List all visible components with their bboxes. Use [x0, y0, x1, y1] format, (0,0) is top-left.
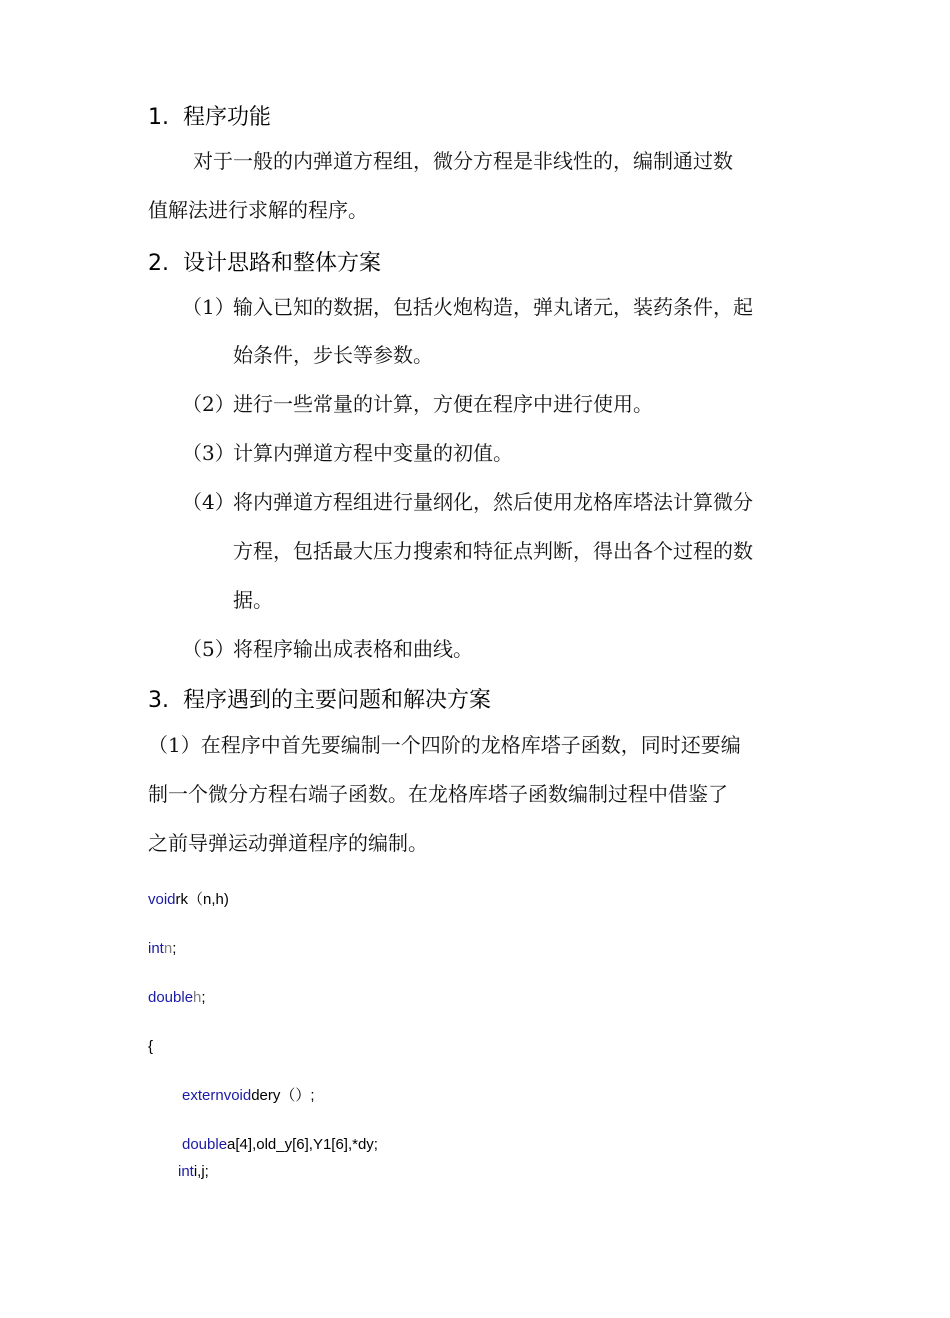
list-item-2-line-1: 进行一些常量的计算，方便在程序中进行使用。 [233, 392, 653, 416]
section-1-number: 1. [148, 105, 169, 130]
section-1-paragraph-line-1: 对于一般的内弹道方程组，微分方程是非线性的，编制通过数 [193, 149, 733, 173]
code-text: a[4],old_y[6],Y1[6],*dy; [227, 1136, 378, 1153]
section-2-number: 2. [148, 251, 169, 276]
code-text: dery（）; [251, 1087, 315, 1104]
code-text: { [148, 1038, 154, 1055]
code-line-6 [182, 1135, 378, 1155]
code-text: ; [201, 989, 206, 1006]
section-2-heading [148, 249, 381, 279]
list-item-3-label: （3） [182, 441, 235, 465]
list-item-1-line-1: 输入已知的数据，包括火炮构造，弹丸诸元，装药条件，起 [233, 295, 753, 319]
code-text: rk（n,h) [175, 891, 229, 908]
code-line-1 [148, 890, 229, 910]
list-item-2-label: （2） [182, 392, 235, 416]
section-1-title: 程序功能 [183, 105, 272, 130]
list-item-3-line-1: 计算内弹道方程中变量的初值。 [233, 441, 513, 465]
list-item-5-line-1: 将程序输出成表格和曲线。 [233, 637, 473, 661]
section-2-title: 设计思路和整体方案 [183, 251, 382, 276]
code-keyword: externvoid [182, 1087, 252, 1104]
list-item-5-label: （5） [182, 637, 235, 661]
section-3-paragraph-line-1: （1）在程序中首先要编制一个四阶的龙格库塔子函数，同时还要编 [148, 733, 741, 757]
list-item-4-line-1: 将内弹道方程组进行量纲化，然后使用龙格库塔法计算微分 [233, 490, 753, 514]
section-3-number: 3. [148, 688, 169, 713]
code-variable: h [193, 989, 202, 1006]
code-text: i,j; [193, 1163, 209, 1180]
list-item-4-line-2: 方程，包括最大压力搜索和特征点判断，得出各个过程的数 [233, 539, 753, 563]
code-line-7 [178, 1162, 209, 1182]
code-keyword: int [148, 940, 164, 957]
code-keyword: int [178, 1163, 194, 1180]
code-keyword: void [148, 891, 176, 908]
list-item-1-label: （1） [182, 295, 235, 319]
code-keyword: double [182, 1136, 228, 1153]
list-item-4-label: （4） [182, 490, 235, 514]
code-line-5 [182, 1086, 315, 1106]
section-1-heading [148, 103, 271, 133]
code-variable: n [163, 940, 173, 957]
code-keyword: double [148, 989, 194, 1006]
list-item-4-line-3: 据。 [233, 588, 273, 612]
section-3-paragraph-line-3: 之前导弹运动弹道程序的编制。 [148, 831, 428, 855]
code-line-3 [148, 988, 206, 1008]
code-line-2 [148, 939, 176, 959]
code-text: ; [172, 940, 177, 957]
code-line-4 [148, 1037, 153, 1057]
section-3-paragraph-line-2: 制一个微分方程右端子函数。在龙格库塔子函数编制过程中借鉴了 [148, 782, 728, 806]
section-1-paragraph-line-2: 值解法进行求解的程序。 [148, 198, 368, 222]
section-3-heading [148, 686, 491, 716]
list-item-1-line-2: 始条件，步长等参数。 [233, 343, 433, 367]
section-3-title: 程序遇到的主要问题和解决方案 [183, 688, 492, 713]
